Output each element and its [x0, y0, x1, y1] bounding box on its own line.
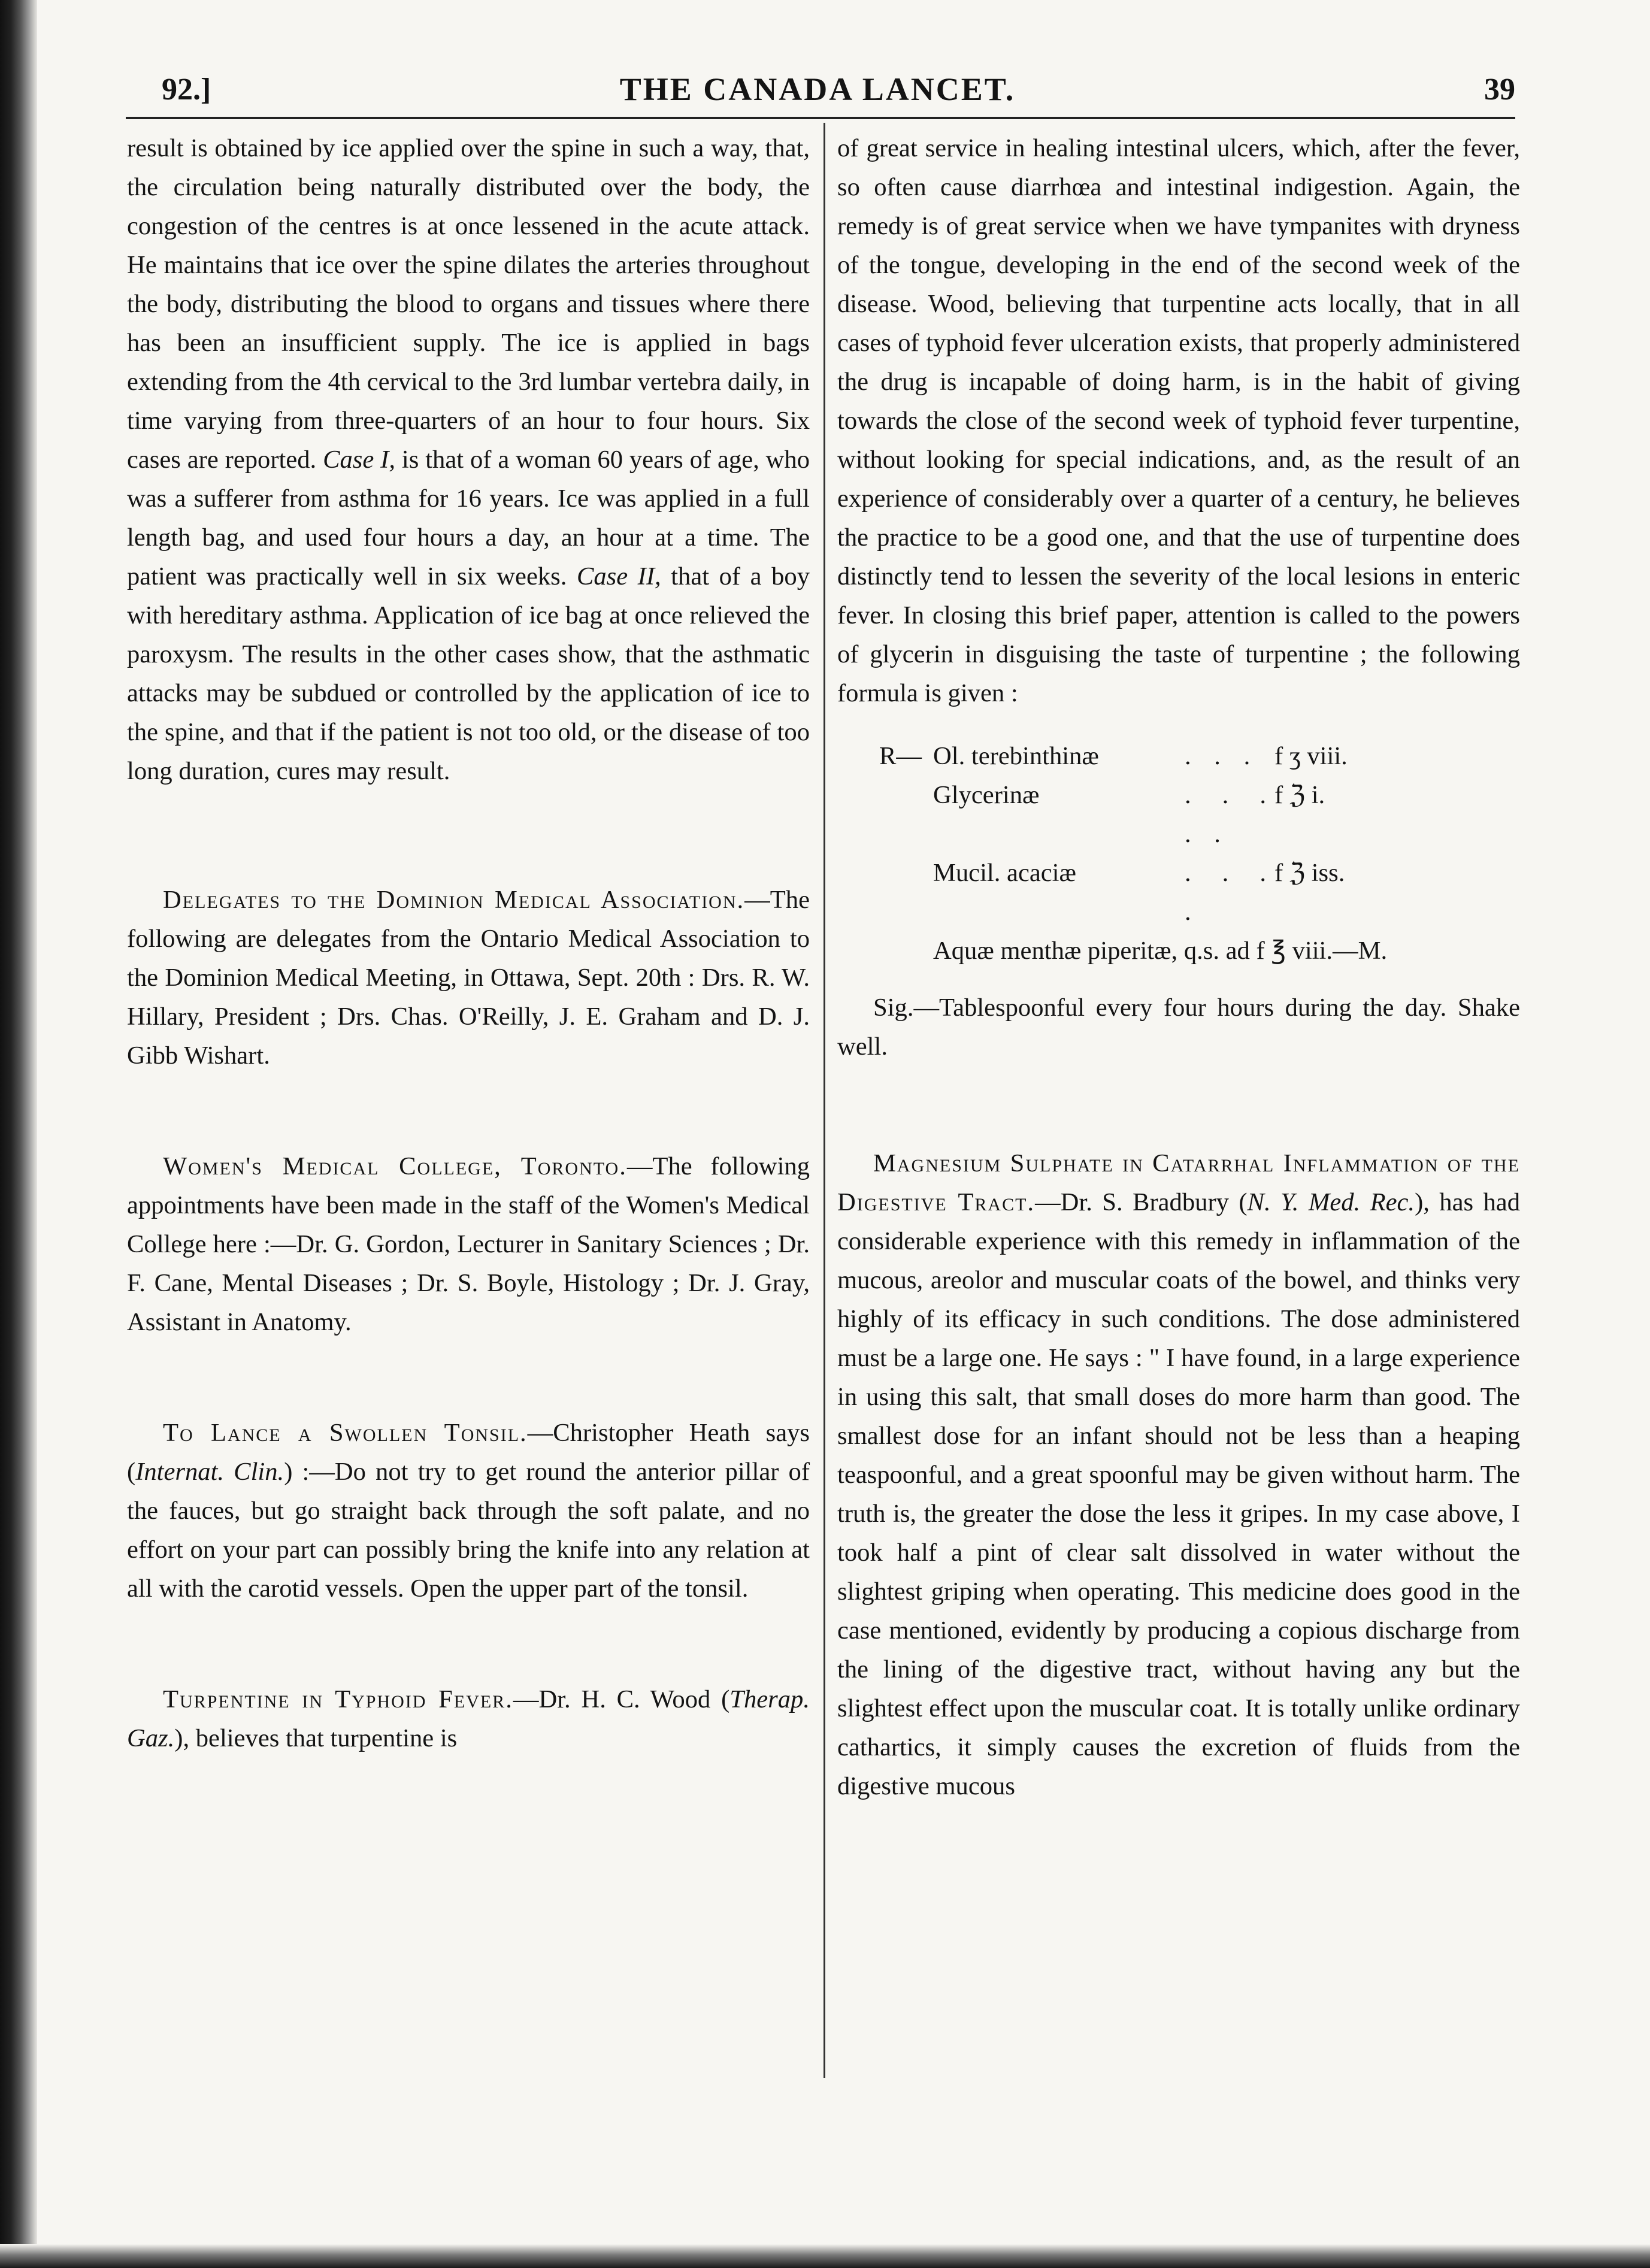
signa-instructions: Sig.—Tablespoonful every four hours during the day. Shake well.: [837, 994, 1520, 1061]
prescription-line: [879, 931, 1520, 970]
ice-spine-article: [127, 129, 810, 791]
tonsil-heading: To Lance a Swollen Tonsil.: [163, 1419, 528, 1447]
tonsil-section: [127, 1413, 810, 1608]
header-rule: [126, 117, 1515, 119]
journal-title: THE CANADA LANCET.: [619, 71, 1016, 107]
right-column: [837, 129, 1520, 1806]
recipe-symbol: R—: [879, 742, 922, 770]
case-one-label: Case I,: [323, 446, 396, 474]
ingredient-quantity: f ℨ iss.: [1274, 859, 1345, 887]
turpentine-source: Therap. Gaz.: [127, 1685, 810, 1752]
ingredient-name: Glycerinæ: [933, 781, 1040, 809]
womens-college-heading: Women's Medical College, Toronto.: [163, 1152, 627, 1180]
ingredient-quantity: f ʒ viii.: [1274, 742, 1348, 770]
turpentine-body-end: ), believes that turpentine is: [174, 1724, 458, 1752]
magnesium-source: N. Y. Med. Rec.: [1247, 1188, 1415, 1216]
prescription-line: [879, 737, 1520, 776]
prescription-line: [879, 853, 1520, 931]
page-binding-edge: [0, 0, 37, 2268]
ingredient-quantity: f ℨ i.: [1274, 781, 1325, 809]
delegates-body: —The following are delegates from the Ontario Medical Association to the Dominion Medical Meeting, in Ottawa, Sept. 20th : Drs. R. W. Hillary, President ; Drs. Chas. O'Reilly, J. E. Graham and D. J. Gibb Wishart.: [127, 886, 810, 1070]
ingredient-name: Aquæ menthæ piperitæ, q.s. ad f ℥ viii.—M.: [933, 937, 1388, 965]
leader-dots: . . .: [1185, 742, 1259, 770]
ingredient-name: Mucil. acaciæ: [933, 859, 1076, 887]
ice-spine-intro: result is obtained by ice applied over the spine in such a way, that, the circulation being naturally distributed over the body, the congestion of the centres is at once lessened in the acute attack. He maintains that ice over the spine dilates the arteries throughout the body, distributing the blood to organs and tissues where there has been an insufficient supply. The ice is applied in bags extending from the 4th cervical to the 3rd lumbar vertebra daily, in time varying from three-quarters of an hour to four hours. Six cases are reported.: [127, 134, 810, 474]
leader-dots: . . . . .: [1185, 781, 1274, 848]
case-two-label: Case II,: [576, 562, 661, 591]
ingredient-name: Ol. terebinthinæ: [933, 742, 1099, 770]
column-divider: [824, 123, 825, 2078]
running-header: [120, 65, 1515, 113]
tonsil-body-end: ) :—Do not try to get round the anterior pillar of the fauces, but go straight back through the soft palate, and no effort on your part can possibly bring the knife into any relation at all with the carotid vessels. Open the upper part of the tonsil.: [127, 1458, 810, 1603]
magnesium-body-start: —Dr. S. Bradbury (: [1035, 1188, 1248, 1216]
turpentine-body-start: —Dr. H. C. Wood (: [513, 1685, 730, 1713]
magnesium-heading: Magnesium Sulphate in Catarrhal Inflammation of the Digestive Tract.: [837, 1149, 1520, 1216]
tonsil-body-start: —Christopher Heath says (: [127, 1419, 810, 1486]
leader-dots: . . . .: [1185, 859, 1274, 926]
left-column: [127, 129, 810, 1758]
turpentine-continued: of great service in healing intestinal ulcers, which, after the fever, so often cause diarrhœa and intestinal indigestion. Again, the remedy is of great service when we have tympanites with dryness of the tongue, developing in the end of the second week of the disease. Wood, believing that turpentine acts locally, that in all cases of typhoid fever ulceration exists, that properly administered the drug is incapable of doing harm, is in the habit of giving towards the close of the second week of typhoid fever turpentine, without looking for special indications, and, as the result of an experience of considerably over a quarter of a century, he believes the practice to be a good one, and that the use of turpentine does distinctly tend to lessen the severity of the local lesions in enteric fever. In closing this brief paper, attention is called to the powers of glycerin in disguising the taste of turpentine ; the following formula is given :: [837, 134, 1520, 707]
case-two-text: that of a boy with hereditary asthma. Application of ice bag at once relieved the paroxysm. The results in the other cases show, that the asthmatic attacks may be subdued or controlled by the application of ice to the spine, and that if the patient is not too old, or the disease of too long duration, cures may result.: [127, 562, 810, 785]
case-one-text: is that of a woman 60 years of age, who was a sufferer from asthma for 16 years. Ice was applied in a full length bag, and used four hours a day, an hour at a time. The patient was practically well in six weeks.: [127, 446, 810, 591]
magnesium-body-end: ), has had considerable experience with this remedy in inflammation of the mucous, areolor and muscular coats of the bowel, and thinks very highly of its efficacy in such conditions. The dose administered must be a large one. He says : " I have found, in a large experience in using this salt, that small doses do more harm than good. The smallest dose for an infant should not be less than a heaping teaspoonful, and a great spoonful may be given without harm. The truth is, the greater the dose the less it gripes. In my case above, I took half a pint of clear salt dissolved in water without the slightest griping when operating. This medicine does good in the case mentioned, evidently by producing a copious discharge from the lining of the digestive tract, without having any but the slightest effect upon the muscular coat. It is totally unlike ordinary cathartics, it simply causes the excretion of fluids from the digestive mucous: [837, 1188, 1520, 1800]
womens-college-section: [127, 1147, 810, 1342]
womens-college-body: —The following appointments have been made in the staff of the Women's Medical College here :—Dr. G. Gordon, Lecturer in Sanitary Sciences ; Dr. F. Cane, Mental Diseases ; Dr. S. Boyle, Histology ; Dr. J. Gray, Assistant in Anatomy.: [127, 1152, 810, 1336]
delegates-section: [127, 880, 810, 1075]
page-bottom-edge: [0, 2244, 1650, 2268]
magnesium-section: [837, 1144, 1520, 1806]
delegates-heading: Delegates to the Dominion Medical Association.: [163, 886, 745, 914]
turpentine-heading: Turpentine in Typhoid Fever.: [163, 1685, 513, 1713]
page-number: 39: [1484, 72, 1515, 107]
turpentine-section: [127, 1680, 810, 1758]
prescription-line: [879, 776, 1520, 853]
tonsil-source: Internat. Clin.: [135, 1458, 284, 1486]
prescription-formula: [879, 737, 1520, 970]
issue-number: 92.]: [162, 72, 211, 107]
